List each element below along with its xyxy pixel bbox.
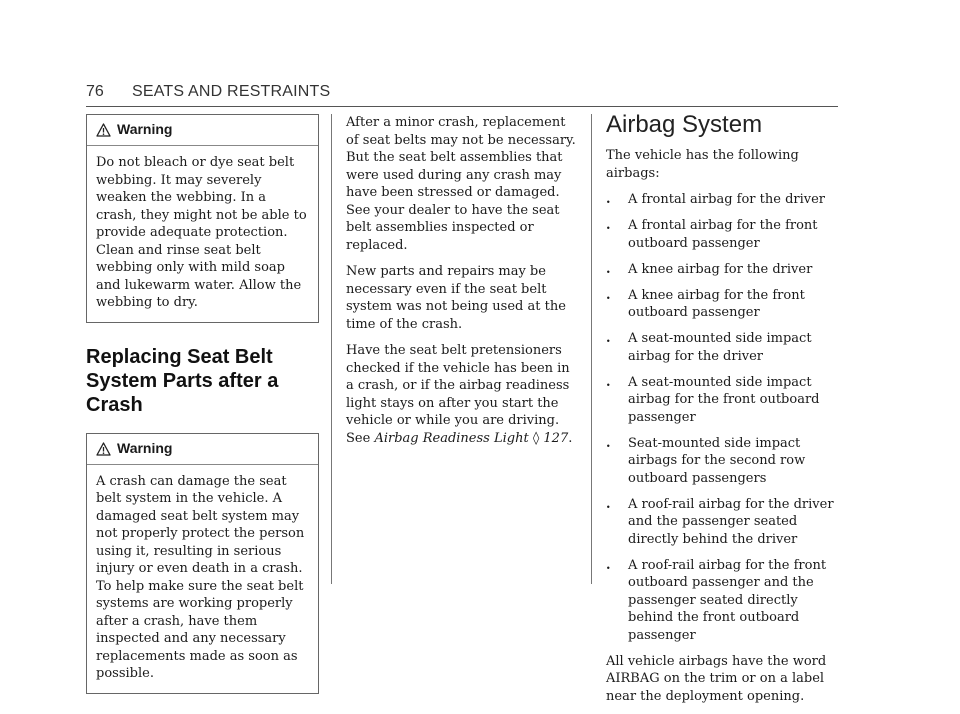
warning-title: Warning bbox=[117, 121, 173, 138]
list-item bbox=[606, 330, 842, 365]
list-item-text: A frontal airbag for the front outboard passenger bbox=[628, 218, 818, 251]
list-item bbox=[606, 374, 842, 427]
airbag-list bbox=[606, 191, 842, 644]
list-item bbox=[606, 287, 842, 322]
paragraph: New parts and repairs may be necessary even if the seat belt system was not being used at the time of the crash. bbox=[346, 264, 566, 332]
column-divider bbox=[331, 114, 332, 584]
column-2 bbox=[346, 114, 578, 456]
paragraph bbox=[346, 342, 578, 447]
bullet-icon: . bbox=[606, 331, 611, 346]
list-item bbox=[606, 496, 842, 549]
page-reference-number[interactable]: 127 bbox=[543, 430, 569, 446]
warning-header bbox=[87, 115, 318, 146]
list-item-text: A frontal airbag for the driver bbox=[628, 192, 826, 207]
column-3 bbox=[606, 112, 842, 714]
page-number: 76 bbox=[86, 83, 104, 100]
warning-text: A crash can damage the seat belt system in the vehicle. A damaged seat belt system may not properly protect the person using it, resulting in serious injury or even death in a crash. To help make sure the seat belt systems are working properly after a crash, have them inspected and any necessary replacements made as soon as possible. bbox=[96, 473, 305, 681]
list-item-text: A roof-rail airbag for the front outboard passenger and the passenger seated directly behind the front outboard passenger bbox=[628, 557, 827, 643]
section-heading: Replacing Seat Belt System Parts after a Crash bbox=[86, 345, 279, 416]
page-reference-icon: ◊ bbox=[532, 430, 540, 446]
section-title: SEATS AND RESTRAINTS bbox=[132, 83, 331, 100]
list-item bbox=[606, 261, 842, 279]
sentence-end: . bbox=[568, 430, 573, 446]
bullet-icon: . bbox=[606, 374, 611, 390]
closing-paragraph: All vehicle airbags have the word AIRBAG on the trim or on a label near the deployment opening. bbox=[606, 653, 827, 704]
bullet-icon: . bbox=[606, 261, 611, 277]
column-divider bbox=[591, 114, 592, 584]
cross-reference-link[interactable]: Airbag Readiness Light bbox=[374, 430, 529, 446]
bullet-icon: . bbox=[606, 435, 611, 451]
paragraph: After a minor crash, replacement of seat belts may not be necessary. But the seat belt assemblies that were used during any crash may have been stressed or damaged. See your dealer to have the seat belt assemblies inspected or replaced. bbox=[346, 115, 576, 253]
list-item-text: A seat-mounted side impact airbag for the driver bbox=[628, 331, 812, 364]
bullet-icon: . bbox=[606, 192, 611, 207]
bullet-icon: . bbox=[606, 218, 611, 233]
column-1 bbox=[86, 114, 319, 694]
warning-box bbox=[86, 114, 319, 323]
warning-header bbox=[87, 434, 318, 465]
list-item-text: A seat-mounted side impact airbag for the front outboard passenger bbox=[628, 374, 820, 425]
intro-text: The vehicle has the following airbags: bbox=[606, 148, 799, 181]
paragraph-text: Have the seat belt pretensioners checked if the vehicle has been in a crash, or if the airbag readiness light stays on after you start the vehicle or while you are driving. See bbox=[346, 343, 570, 446]
section-heading: Airbag System bbox=[606, 111, 763, 138]
list-item-text: Seat-mounted side impact airbags for the second row outboard passengers bbox=[628, 435, 806, 486]
warning-title: Warning bbox=[117, 439, 173, 456]
warning-triangle-icon bbox=[96, 123, 111, 137]
list-item bbox=[606, 435, 842, 488]
bullet-icon: . bbox=[606, 557, 611, 573]
bullet-icon: . bbox=[606, 287, 611, 303]
bullet-icon: . bbox=[606, 496, 611, 512]
warning-text: Do not bleach or dye seat belt webbing. It may severely weaken the webbing. In a crash, they might not be able to provide adequate protection. Clean and rinse seat belt webbing only with mild soap and lukewarm water. Allow the webbing to dry. bbox=[96, 155, 307, 310]
list-item bbox=[606, 191, 842, 209]
warning-triangle-icon bbox=[96, 442, 111, 456]
list-item-text: A knee airbag for the front outboard passenger bbox=[628, 287, 805, 320]
page-header bbox=[86, 80, 838, 107]
list-item bbox=[606, 557, 842, 645]
list-item bbox=[606, 217, 842, 252]
list-item-text: A knee airbag for the driver bbox=[628, 261, 813, 277]
warning-box bbox=[86, 433, 319, 694]
list-item-text: A roof-rail airbag for the driver and the passenger seated directly behind the driver bbox=[628, 496, 834, 547]
